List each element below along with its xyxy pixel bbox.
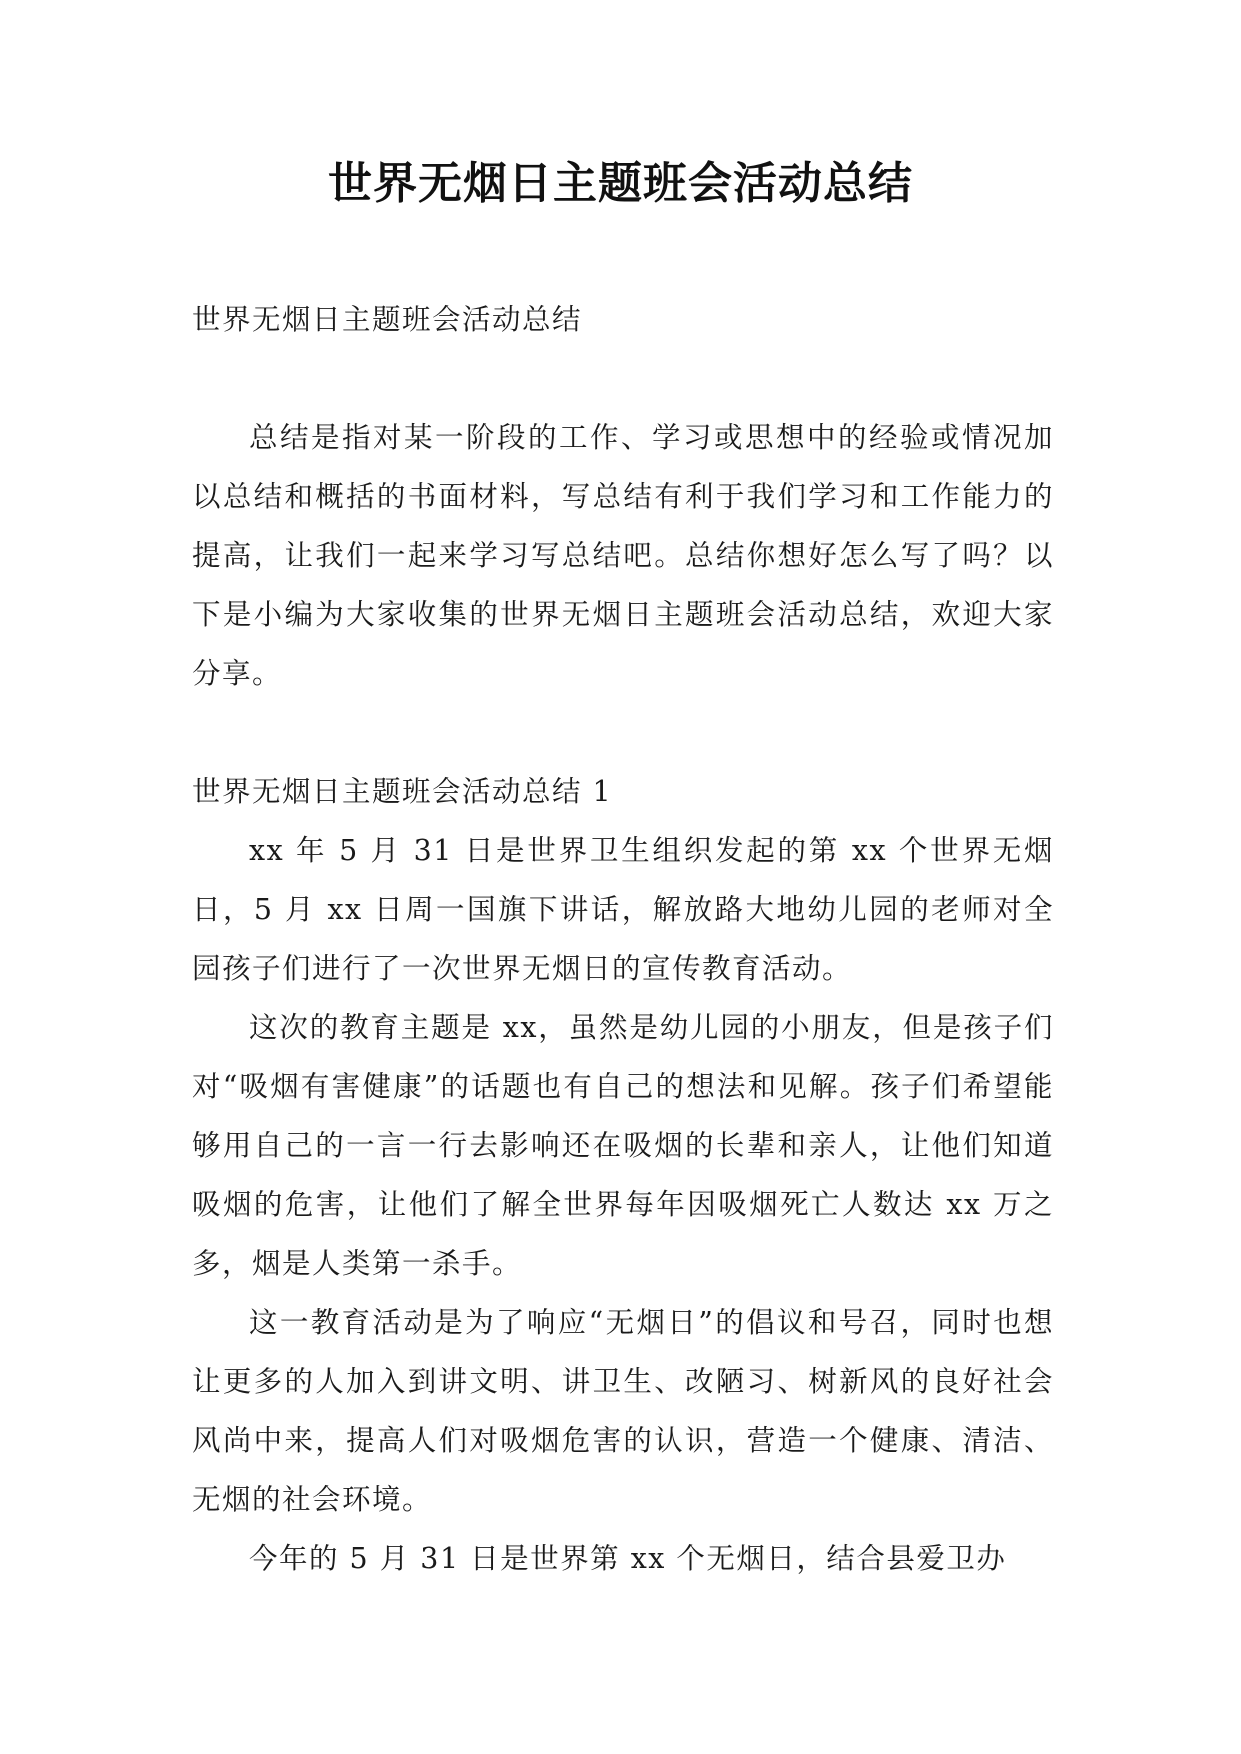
body-paragraph-4: 今年的 5 月 31 日是世界第 xx 个无烟日，结合县爱卫办 (249, 1542, 1007, 1575)
intro-paragraph: 总结是指对某一阶段的工作、学习或思想中的经验或情况加以总结和概括的书面材料，写总结有利于我们学习和工作能力的提高，让我们一起来学习写总结吧。总结你想好怎么写了吗？以下是小编为大家收集的世界无烟日主题班会活动总结，欢迎大家分享。 (192, 421, 1054, 690)
document-body (192, 290, 1054, 1588)
section-heading: 世界无烟日主题班会活动总结 1 (192, 775, 613, 808)
document-subtitle: 世界无烟日主题班会活动总结 (192, 303, 583, 336)
document-title: 世界无烟日主题班会活动总结 (328, 158, 913, 209)
body-paragraph-1: xx 年 5 月 31 日是世界卫生组织发起的第 xx 个世界无烟日，5 月 xx 日周一国旗下讲话，解放路大地幼儿园的老师对全园孩子们进行了一次世界无烟日的宣传教育活动。 (192, 834, 1054, 985)
body-paragraph-3: 这一教育活动是为了响应“无烟日”的倡议和号召，同时也想让更多的人加入到讲文明、讲卫生、改陋习、树新风的良好社会风尚中来，提高人们对吸烟危害的认识，营造一个健康、清洁、无烟的社会环境。 (192, 1306, 1054, 1516)
body-paragraph-2: 这次的教育主题是 xx，虽然是幼儿园的小朋友，但是孩子们对“吸烟有害健康”的话题也有自己的想法和见解。孩子们希望能够用自己的一言一行去影响还在吸烟的长辈和亲人，让他们知道吸烟的危害，让他们了解全世界每年因吸烟死亡人数达 xx 万之多，烟是人类第一杀手。 (192, 1011, 1054, 1280)
